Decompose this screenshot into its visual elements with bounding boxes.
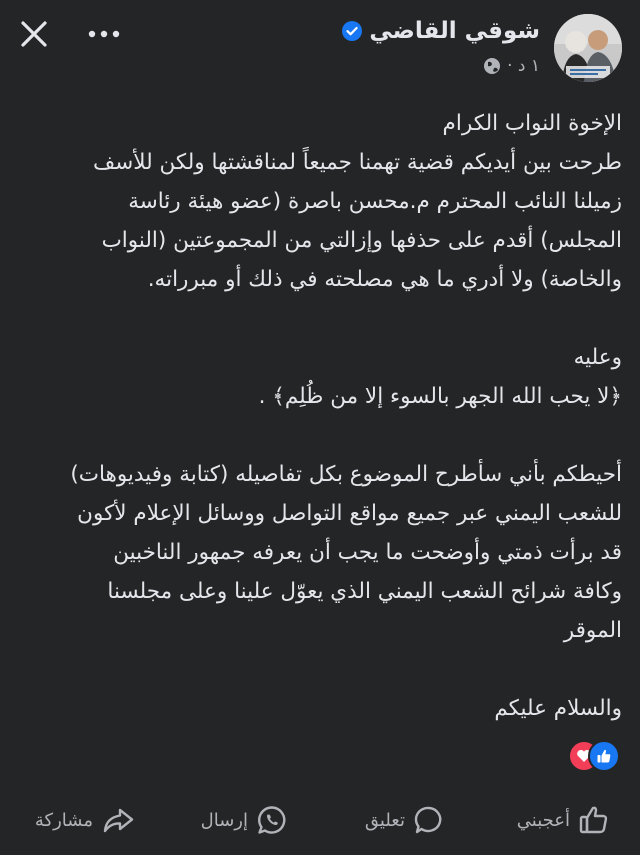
verified-badge-icon xyxy=(341,20,363,42)
more-horizontal-icon xyxy=(87,29,121,39)
post-line: زميلنا النائب المحترم م.محسن باصرة (عضو هيئة رئاسة xyxy=(128,189,622,214)
profile-photo-icon xyxy=(554,14,622,82)
paragraph-gap xyxy=(16,416,622,455)
post-time[interactable]: ١ د · xyxy=(507,56,540,76)
like-reaction-icon xyxy=(588,740,620,772)
post-line: والخاصة) ولا أدري ما هي مصلحته في ذلك أو مبرراته. xyxy=(147,267,622,292)
close-icon xyxy=(19,19,49,49)
close-button[interactable] xyxy=(14,14,54,54)
paragraph-gap xyxy=(16,299,622,338)
post-line: للشعب اليمني عبر جميع مواقع التواصل ووسائل الإعلام لأكون xyxy=(77,501,622,526)
comment-button[interactable] xyxy=(365,795,445,845)
share-label: مشاركة xyxy=(34,809,93,831)
post-line: الإخوة النواب الكرام xyxy=(442,111,622,136)
post-line: وعليه xyxy=(573,345,622,370)
author-block xyxy=(341,14,540,76)
whatsapp-icon xyxy=(256,804,288,836)
post-line: وكافة شرائح الشعب اليمني الذي يعوّل علينا وعلى مجلسنا xyxy=(107,579,622,604)
post-line: طرحت بين أيديكم قضية تهمنا جميعاً لمناقشتها ولكن للأسف xyxy=(93,150,622,175)
share-icon xyxy=(101,804,135,836)
author-name[interactable]: شوقي القاضي xyxy=(369,18,540,44)
globe-icon xyxy=(483,57,501,75)
post-line: والسلام عليكم xyxy=(494,696,622,721)
avatar[interactable] xyxy=(554,14,622,82)
paragraph-gap xyxy=(16,650,622,689)
reaction-summary[interactable] xyxy=(566,740,620,770)
post-header xyxy=(0,0,640,100)
comment-icon xyxy=(413,804,445,836)
send-label: إرسال xyxy=(200,809,248,831)
like-label: أعجبني xyxy=(516,809,570,831)
share-button[interactable] xyxy=(35,795,135,845)
send-button[interactable] xyxy=(201,795,288,845)
post-line: الموقر xyxy=(563,618,622,643)
like-button[interactable] xyxy=(517,795,610,845)
post-line: المجلس) أقدم على حذفها وإزالتي من المجموعتين (النواب xyxy=(101,228,622,253)
post-line: قد برأت ذمتي وأوضحت ما يجب أن يعرفه جمهور الناخبين xyxy=(113,540,622,565)
thumbs-up-icon xyxy=(578,804,610,836)
post-line: أحيطكم بأني سأطرح الموضوع بكل تفاصيله (كتابة وفيديوهات) xyxy=(70,462,622,487)
post-line: ﴿لا يحب الله الجهر بالسوء إلا من ظُلِم﴾ . xyxy=(258,384,622,409)
post-text xyxy=(16,104,622,728)
more-options-button[interactable] xyxy=(84,16,124,52)
action-bar xyxy=(0,795,640,845)
comment-label: تعليق xyxy=(364,809,405,831)
